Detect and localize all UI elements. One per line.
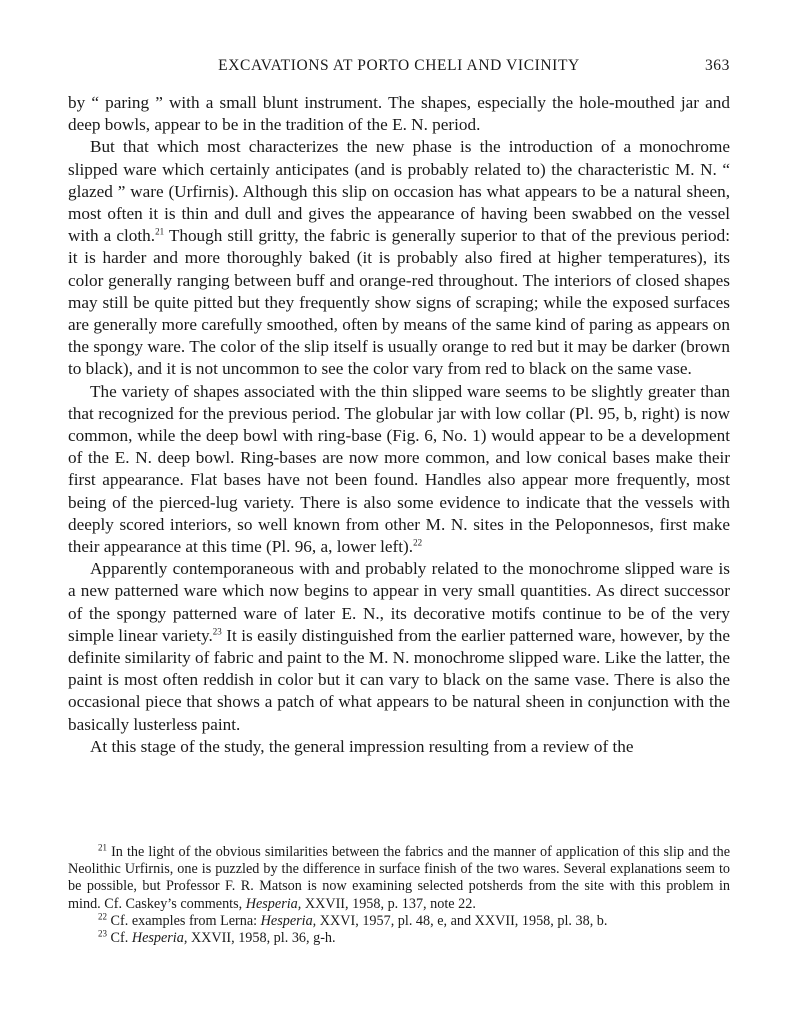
footnote-text: XXVI, 1957, pl. 48, e, and XXVII, 1958, pl. 38, b. [316, 912, 608, 929]
footnote-text: Cf. [107, 930, 132, 947]
footnote-reference: 22 [413, 537, 423, 548]
running-title: EXCAVATIONS AT PORTO CHELI AND VICINITY [218, 57, 580, 74]
paragraph-text: Apparently contemporaneous with and probably related to the monochrome slipped ware is a new patterned ware which now begins to appear in very small quantities. As direct successor of the spongy patterned ware of later E. N., its decorative motifs continue to be of the very simple linear variety. [68, 559, 730, 645]
footnote-number: 23 [98, 928, 107, 939]
paragraph-continuation [68, 92, 730, 136]
paragraph-monochrome-slipped-ware [68, 136, 730, 380]
paragraph-patterned-ware [68, 558, 730, 736]
paragraph-text: But that which most characterizes the new phase is the introduction of a monochrome slipped ware which certainly anticipates (and is probably related to) the characteristic M. N. “ glazed ” ware (Urfirnis). Although this slip on occasion has what appears to be a natural sheen, most often it is thin and dull and gives the appearance of having been swabbed on the vessel with a cloth. [68, 137, 730, 246]
footnote-number: 21 [98, 842, 107, 853]
footnote-reference: 21 [155, 226, 165, 237]
footnote-reference: 23 [212, 626, 222, 637]
paragraph-shapes [68, 381, 730, 559]
footnote-text: XXVII, 1958, pl. 36, g-h. [187, 930, 336, 947]
paragraph-text: It is easily distinguished from the earlier patterned ware, however, by the definite similarity of fabric and paint to the M. N. monochrome slipped ware. Like the latter, the paint is most often reddish in color but it can vary to black on the same vase. There is also the occasional piece that shows a patch of what appears to be natural sheen in conjunction with the basically lusterless paint. [68, 625, 730, 734]
footnote-23 [68, 930, 730, 947]
paragraph-text: The variety of shapes associated with the thin slipped ware seems to be slightly greater than that recognized for the previous period. The globular jar with low collar (Pl. 95, b, right) is now common, while the deep bowl with ring-base (Fig. 6, No. 1) would appear to be a development of the E. N. deep bowl. Ring-bases are now more common, and low conical bases make their first appearance. Flat bases have not been found. Handles also appear more frequently, most being of the pierced-lug variety. There is also some evidence to indicate that the vessels with deeply scored interiors, so well known from other M. N. sites in the Peloponnesos, first make their appearance at this time (Pl. 96, a, lower left). [68, 381, 730, 557]
footnote-number: 22 [98, 911, 107, 922]
footnote-text: XXVII, 1958, p. 137, note 22. [301, 895, 476, 912]
body-text [68, 92, 730, 758]
footnote-21 [68, 844, 730, 913]
paragraph-general-impression [68, 736, 730, 758]
journal-title: Hesperia, [260, 912, 317, 929]
paragraph-text: Though still gritty, the fabric is generally superior to that of the previous period: it is harder and more thoroughly baked (it is probably also fired at higher temperatures), its color generally ranging between buff and orange-red throughout. The interiors of closed shapes may still be quite pitted but they frequently show signs of scraping; while the exposed surfaces are generally more carefully smoothed, often by means of the same kind of paring as appears on the spongy ware. The color of the slip itself is usually orange to red but it may be darker (brown to black), and it is not uncommon to see the color vary from red to black on the same vase. [68, 226, 730, 379]
paragraph-text: At this stage of the study, the general impression resulting from a review of the [90, 736, 634, 756]
footnote-text: Cf. examples from Lerna: [107, 912, 261, 929]
journal-title: Hesperia, [245, 895, 302, 912]
page-number: 363 [704, 57, 730, 74]
paragraph-text: by “ paring ” with a small blunt instrument. The shapes, especially the hole-mouthed jar and deep bowls, appear to be in the tradition of the E. N. period. [68, 93, 730, 135]
footnotes [68, 844, 730, 947]
running-header [68, 57, 730, 79]
journal-title: Hesperia, [131, 930, 188, 947]
footnote-text: In the light of the obvious similarities between the fabrics and the manner of application of this slip and the Neolithic Urfirnis, one is puzzled by the difference in surface finish of the two wares. Several explanations seem to be possible, but Professor F. R. Matson is now examining selected potsherds from the site with this problem in mind. Cf. Caskey’s comments, [68, 844, 730, 912]
footnote-22 [68, 913, 730, 930]
